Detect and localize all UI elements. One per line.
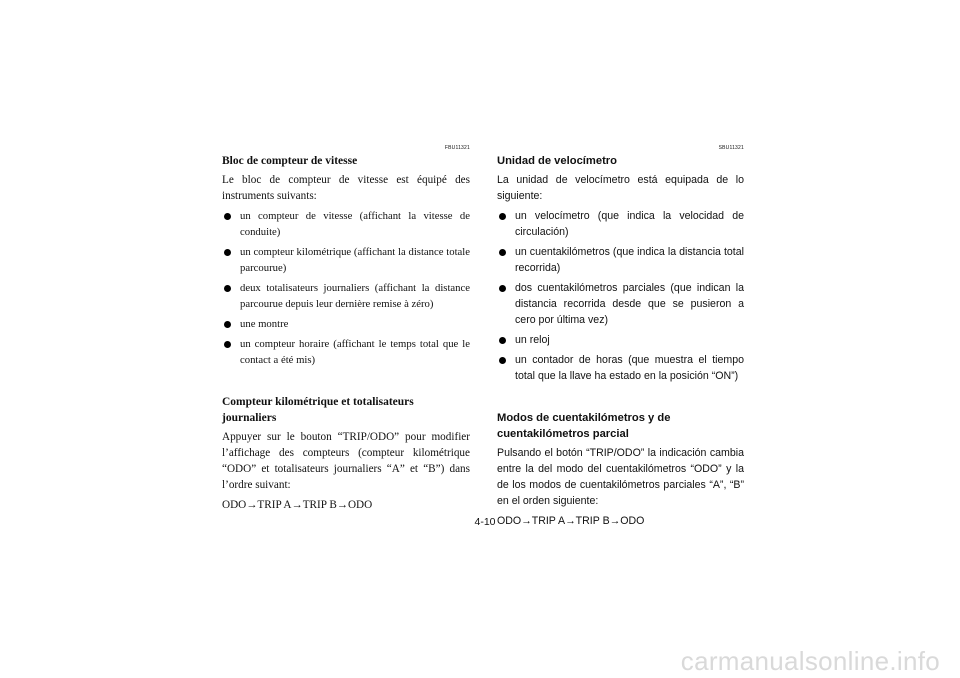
section-code: SBU11321 — [718, 145, 744, 151]
body-paragraph: Pulsando el botón “TRIP/ODO” la indicación cambia entre la del modo del cuentakilómetros “ODO” y la de los modos de cuentakilómetros parciales “A”, “B” en el orden siguiente: — [497, 447, 744, 507]
display-sequence: ODO→TRIP A→TRIP B→ODO — [222, 499, 373, 511]
bullet-icon — [499, 249, 506, 256]
display-sequence: ODO→TRIP A→TRIP B→ODO — [497, 515, 645, 527]
instrument-list — [222, 208, 470, 368]
intro-paragraph: Le bloc de compteur de vitesse est équipé des instruments suivants: — [222, 174, 470, 202]
section-code: FBU11321 — [444, 145, 470, 151]
french-column — [222, 145, 470, 513]
bullet-icon — [499, 213, 506, 220]
list-item: une montre — [222, 316, 470, 332]
list-item: un compteur de vitesse (affichant la vitesse de conduite) — [222, 208, 470, 240]
bullet-icon — [224, 285, 231, 292]
subsection-heading: Modos de cuentakilómetros y de cuentakilómetros parcial — [497, 412, 671, 440]
page-number: 4-10 — [474, 516, 496, 528]
section-heading: Unidad de velocímetro — [497, 155, 617, 167]
list-item: un velocímetro (que indica la velocidad de circulación) — [497, 208, 744, 240]
list-item: dos cuentakilómetros parciales (que indican la distancia recorrida desde que se pusieron a cero por última vez) — [497, 280, 744, 328]
bullet-icon — [224, 321, 231, 328]
list-item: deux totalisateurs journaliers (affichant la distance parcourue depuis leur dernière remise à zéro) — [222, 280, 470, 312]
bullet-icon — [224, 213, 231, 220]
subsection-heading: Compteur kilométrique et totalisateurs journaliers — [222, 396, 414, 424]
bullet-icon — [499, 357, 506, 364]
body-paragraph: Appuyer sur le bouton “TRIP/ODO” pour modifier l’affichage des compteurs (compteur kilométrique “ODO” et totalisateurs journaliers “A” et “B”) dans l’ordre suivant: — [222, 431, 470, 491]
bullet-icon — [224, 249, 231, 256]
list-item: un reloj — [497, 332, 744, 348]
bullet-icon — [224, 341, 231, 348]
intro-paragraph: La unidad de velocímetro está equipada de lo siguiente: — [497, 174, 744, 202]
list-item: un contador de horas (que muestra el tiempo total que la llave ha estado en la posición “ON”) — [497, 352, 744, 384]
spanish-column — [497, 145, 744, 529]
list-item: un cuentakilómetros (que indica la distancia total recorrida) — [497, 244, 744, 276]
list-item: un compteur horaire (affichant le temps total que le contact a été mis) — [222, 336, 470, 368]
section-heading: Bloc de compteur de vitesse — [222, 155, 358, 167]
bullet-icon — [499, 337, 506, 344]
bullet-icon — [499, 285, 506, 292]
watermark: carmanualsonline.info — [680, 646, 940, 676]
instrument-list — [497, 208, 744, 384]
list-item: un compteur kilométrique (affichant la distance totale parcourue) — [222, 244, 470, 276]
